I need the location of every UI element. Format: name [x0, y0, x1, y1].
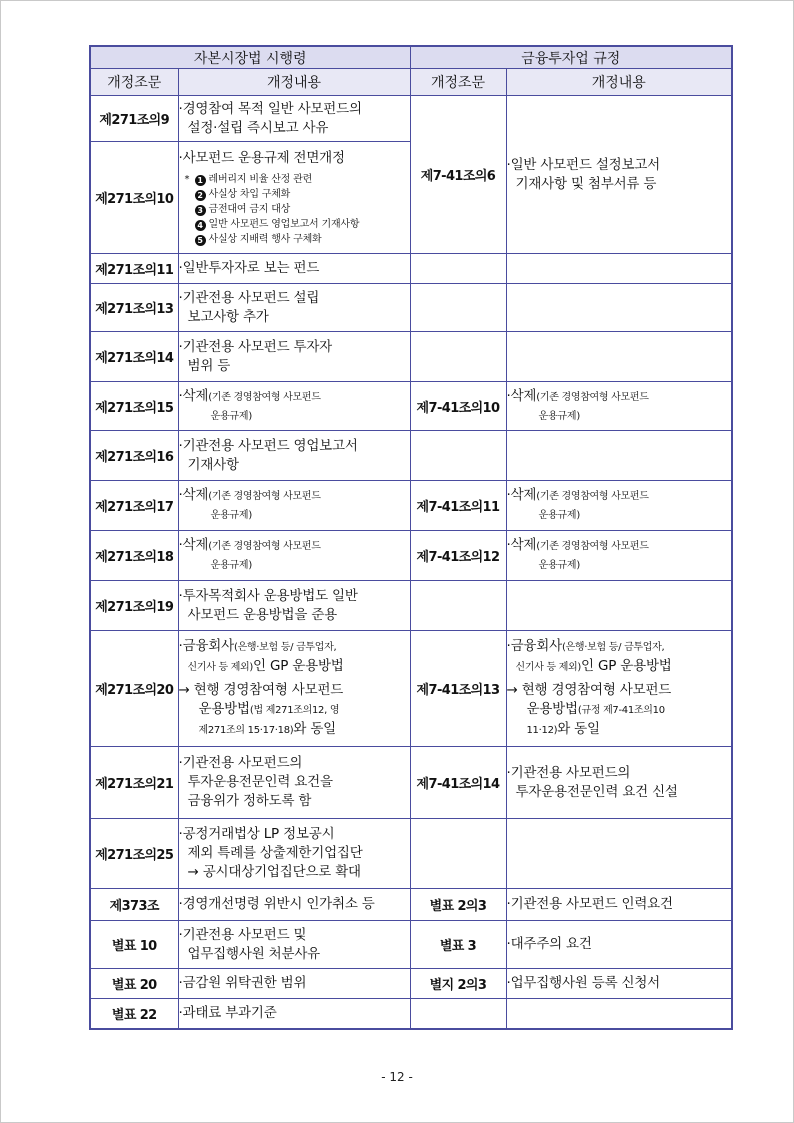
- content-line: 제외 특례를 상출제한기업집단: [187, 845, 363, 861]
- content-note: 제271조의 15·17·18): [198, 725, 294, 736]
- sub-item-text: 레버리지 비율 산정 관련: [208, 173, 313, 185]
- section-header-fi-regulation: 금융투자업 규정: [410, 46, 732, 69]
- content-line: 금융위가 정하도록 함: [187, 793, 312, 809]
- content-cell-right: [506, 747, 732, 819]
- sub-item-text: 금전대여 금지 대상: [208, 203, 291, 215]
- page-number: - 12 -: [381, 1070, 413, 1084]
- content-line: [507, 486, 732, 506]
- article-cell: 제271조의16: [90, 431, 178, 481]
- sub-item-text: 사실상 지배력 행사 구체화: [208, 233, 322, 245]
- content-note: 운용규제): [538, 560, 581, 571]
- content-line: 업무집행사원 처분사유: [187, 945, 321, 962]
- content-line: [507, 720, 732, 740]
- content-line: ·과태료 부과기준: [178, 1004, 277, 1021]
- content-line: ·경영개선명령 위반시 인가취소 등: [178, 896, 375, 912]
- column-header-content-left: 개정내용: [178, 69, 410, 96]
- content-note: 운용규제): [210, 560, 253, 571]
- content-text: ·삭제: [506, 537, 537, 553]
- content-arrow-block: [507, 681, 732, 740]
- content-line: ·대주주의 요건: [506, 936, 592, 952]
- content-cell: [178, 332, 410, 382]
- article-cell: 제271조의25: [90, 819, 178, 889]
- empty-cell: [506, 332, 732, 382]
- content-cell: [178, 819, 410, 889]
- empty-cell: [506, 284, 732, 332]
- content-line: [179, 657, 410, 677]
- empty-cell: [410, 332, 506, 382]
- content-line: ·투자목적회사 운용방법도 일반: [178, 587, 358, 604]
- content-cell: [178, 581, 410, 631]
- empty-cell: [410, 581, 506, 631]
- article-cell: 별표 10: [90, 921, 178, 969]
- content-text: ·금융회사: [506, 638, 562, 654]
- content-note: 운용규제): [210, 410, 253, 422]
- content-line: [507, 637, 732, 657]
- table-row: [90, 481, 732, 531]
- content-cell-right: [506, 481, 732, 531]
- sub-item: [179, 187, 410, 202]
- content-cell-right: [506, 96, 732, 254]
- content-note: (기존 경영참여형 사모펀드: [536, 541, 649, 552]
- content-line: ·기관전용 사모펀드의: [506, 764, 631, 781]
- circled-number-icon: 2: [195, 190, 206, 201]
- article-cell-right: 제7-41조의6: [410, 96, 506, 254]
- article-cell: 제271조의11: [90, 254, 178, 284]
- content-cell: [178, 969, 410, 999]
- content-cell: [178, 531, 410, 581]
- content-note: 운용규제): [538, 410, 581, 422]
- table-row: [90, 819, 732, 889]
- article-cell: 제271조의19: [90, 581, 178, 631]
- content-line: ·기관전용 사모펀드 투자자: [178, 338, 333, 355]
- content-line: [179, 536, 410, 556]
- content-line: [179, 637, 410, 657]
- content-text: 운용방법: [198, 701, 250, 717]
- content-line: 투자운용전문인력 요건을: [187, 774, 333, 790]
- article-cell: 제373조: [90, 889, 178, 921]
- column-header-article-right: 개정조문: [410, 69, 506, 96]
- content-line: ·일반투자자로 보는 펀드: [178, 260, 320, 276]
- article-cell: 별표 20: [90, 969, 178, 999]
- content-note: 신기사 등 제외): [515, 662, 582, 673]
- article-cell-right: 제7-41조의10: [410, 382, 506, 431]
- article-cell: 제271조의10: [90, 142, 178, 254]
- content-text: ·삭제: [506, 487, 537, 503]
- table-row: [90, 96, 732, 142]
- content-note: (은행·보험 등/ 금투업자,: [561, 642, 665, 653]
- article-cell: 별표 22: [90, 999, 178, 1029]
- content-text: ·삭제: [178, 537, 209, 553]
- sub-item: [179, 202, 410, 217]
- content-note: 운용규제): [538, 510, 581, 521]
- article-cell: 제271조의13: [90, 284, 178, 332]
- content-line: ·기관전용 사모펀드 설립: [178, 289, 320, 306]
- content-line: 설정·설립 즉시보고 사유: [187, 119, 329, 136]
- table-row: [90, 382, 732, 431]
- article-cell-right: 제7-41조의13: [410, 631, 506, 747]
- table-row: [90, 889, 732, 921]
- content-line: [507, 536, 732, 556]
- content-note: (기존 경영참여형 사모펀드: [208, 491, 321, 502]
- content-cell: [178, 431, 410, 481]
- article-cell: 제271조의21: [90, 747, 178, 819]
- empty-cell: [506, 254, 732, 284]
- article-cell-right: 별표 3: [410, 921, 506, 969]
- content-line: [179, 720, 410, 740]
- article-cell-right: 별표 2의3: [410, 889, 506, 921]
- content-text: ·금융회사: [178, 638, 234, 654]
- content-line: → 현행 경영참여형 사모펀드: [178, 682, 344, 698]
- content-text: 와 동일: [293, 721, 337, 737]
- empty-cell: [410, 254, 506, 284]
- empty-cell: [506, 431, 732, 481]
- content-cell: [178, 889, 410, 921]
- section-header-enforcement-decree: 자본시장법 시행령: [90, 46, 410, 69]
- table-row: [90, 531, 732, 581]
- table-row: [90, 284, 732, 332]
- empty-cell: [506, 819, 732, 889]
- content-cell-right: [506, 969, 732, 999]
- table-row: [90, 431, 732, 481]
- content-line: [507, 700, 732, 720]
- sub-item: [179, 172, 410, 187]
- amendment-table: [89, 45, 733, 1030]
- content-line: ·업무집행사원 등록 신청서: [506, 975, 661, 991]
- content-note: 운용규제): [210, 510, 253, 521]
- content-cell: [178, 254, 410, 284]
- content-text: 인 GP 운용방법: [581, 658, 672, 674]
- content-line: [507, 657, 732, 677]
- circled-number-icon: 1: [195, 175, 206, 186]
- sub-item: [179, 217, 410, 232]
- content-line: 범위 등: [187, 357, 231, 374]
- column-header-article-left: 개정조문: [90, 69, 178, 96]
- content-line: [179, 387, 410, 407]
- content-line: ·사모펀드 운용규제 전면개정: [178, 149, 345, 166]
- article-cell-right: 제7-41조의14: [410, 747, 506, 819]
- table-row: [90, 631, 732, 747]
- content-note: 신기사 등 제외): [187, 662, 254, 673]
- article-cell-right: 별지 2의3: [410, 969, 506, 999]
- content-line: ·기관전용 사모펀드 영업보고서: [178, 437, 358, 454]
- table-row: [90, 747, 732, 819]
- content-line: [507, 387, 732, 407]
- content-cell-right: [506, 631, 732, 747]
- sub-item-text: 사실상 차입 구체화: [208, 188, 291, 200]
- content-line: 보고사항 추가: [187, 308, 269, 325]
- content-text: 와 동일: [557, 721, 600, 737]
- table-row: [90, 254, 732, 284]
- empty-cell: [410, 284, 506, 332]
- content-line: → 현행 경영참여형 사모펀드: [506, 682, 672, 698]
- empty-cell: [506, 581, 732, 631]
- content-cell: [178, 747, 410, 819]
- content-note: (기존 경영참여형 사모펀드: [536, 491, 649, 502]
- content-cell: [178, 382, 410, 431]
- article-cell-right: 제7-41조의12: [410, 531, 506, 581]
- content-line: [179, 486, 410, 506]
- asterisk-marker: *: [184, 173, 190, 185]
- content-note: (기존 경영참여형 사모펀드: [536, 391, 649, 403]
- table-row: [90, 999, 732, 1029]
- content-text: ·삭제: [506, 387, 537, 404]
- content-cell: [178, 631, 410, 747]
- content-line: ·일반 사모펀드 설정보고서: [506, 156, 661, 173]
- content-note: (법 제271조의12, 영: [249, 705, 340, 716]
- content-line: ·기관전용 사모펀드 인력요건: [506, 896, 673, 912]
- content-line: ·공정거래법상 LP 정보공시: [178, 826, 335, 842]
- content-note: (은행·보험 등/ 금투업자,: [233, 642, 337, 653]
- article-cell: 제271조의18: [90, 531, 178, 581]
- content-cell-right: [506, 921, 732, 969]
- content-line: 사모펀드 운용방법을 준용: [187, 606, 337, 623]
- empty-cell: [410, 431, 506, 481]
- content-line: ·금감원 위탁권한 범위: [178, 975, 307, 991]
- content-cell: [178, 142, 410, 254]
- content-text: 운용방법: [526, 701, 578, 717]
- content-line: [179, 700, 410, 720]
- content-line: ·경영참여 목적 일반 사모펀드의: [178, 100, 362, 117]
- circled-number-icon: 3: [195, 205, 206, 216]
- section-header-row: [90, 46, 732, 69]
- content-cell: [178, 921, 410, 969]
- content-text: ·삭제: [178, 387, 209, 404]
- content-cell-right: [506, 531, 732, 581]
- circled-number-icon: 4: [195, 220, 206, 231]
- table-row: [90, 921, 732, 969]
- content-text: ·삭제: [178, 487, 209, 503]
- content-text: 인 GP 운용방법: [253, 658, 344, 674]
- content-line: 기재사항 및 첨부서류 등: [515, 175, 657, 192]
- table-row: [90, 969, 732, 999]
- table-row: [90, 332, 732, 382]
- empty-cell: [410, 819, 506, 889]
- content-line: 기재사항: [187, 456, 239, 473]
- circled-number-icon: 5: [195, 235, 206, 246]
- article-cell: 제271조의17: [90, 481, 178, 531]
- content-cell: [178, 96, 410, 142]
- content-cell-right: [506, 889, 732, 921]
- content-line: ·기관전용 사모펀드 및: [178, 926, 307, 943]
- empty-cell: [410, 999, 506, 1029]
- content-line: → 공시대상기업집단으로 확대: [187, 864, 361, 880]
- content-note: (기존 경영참여형 사모펀드: [208, 541, 321, 552]
- content-line: ·기관전용 사모펀드의: [178, 755, 303, 771]
- content-cell: [178, 999, 410, 1029]
- empty-cell: [506, 999, 732, 1029]
- content-cell: [178, 284, 410, 332]
- sub-item-text: 일반 사모펀드 영업보고서 기재사항: [208, 218, 360, 230]
- content-note: (기존 경영참여형 사모펀드: [208, 391, 321, 403]
- article-cell: 제271조의14: [90, 332, 178, 382]
- table-row: [90, 581, 732, 631]
- content-cell: [178, 481, 410, 531]
- content-note: (규정 제7-41조의10: [577, 705, 665, 716]
- column-header-row: [90, 69, 732, 96]
- sub-item: [179, 232, 410, 247]
- content-note: 11·12): [526, 725, 558, 736]
- article-cell: 제271조의20: [90, 631, 178, 747]
- article-cell: 제271조의15: [90, 382, 178, 431]
- article-cell-right: 제7-41조의11: [410, 481, 506, 531]
- content-cell-right: [506, 382, 732, 431]
- column-header-content-right: 개정내용: [506, 69, 732, 96]
- article-cell: 제271조의9: [90, 96, 178, 142]
- content-arrow-block: [179, 681, 410, 740]
- content-line: 투자운용전문인력 요건 신설: [515, 783, 678, 800]
